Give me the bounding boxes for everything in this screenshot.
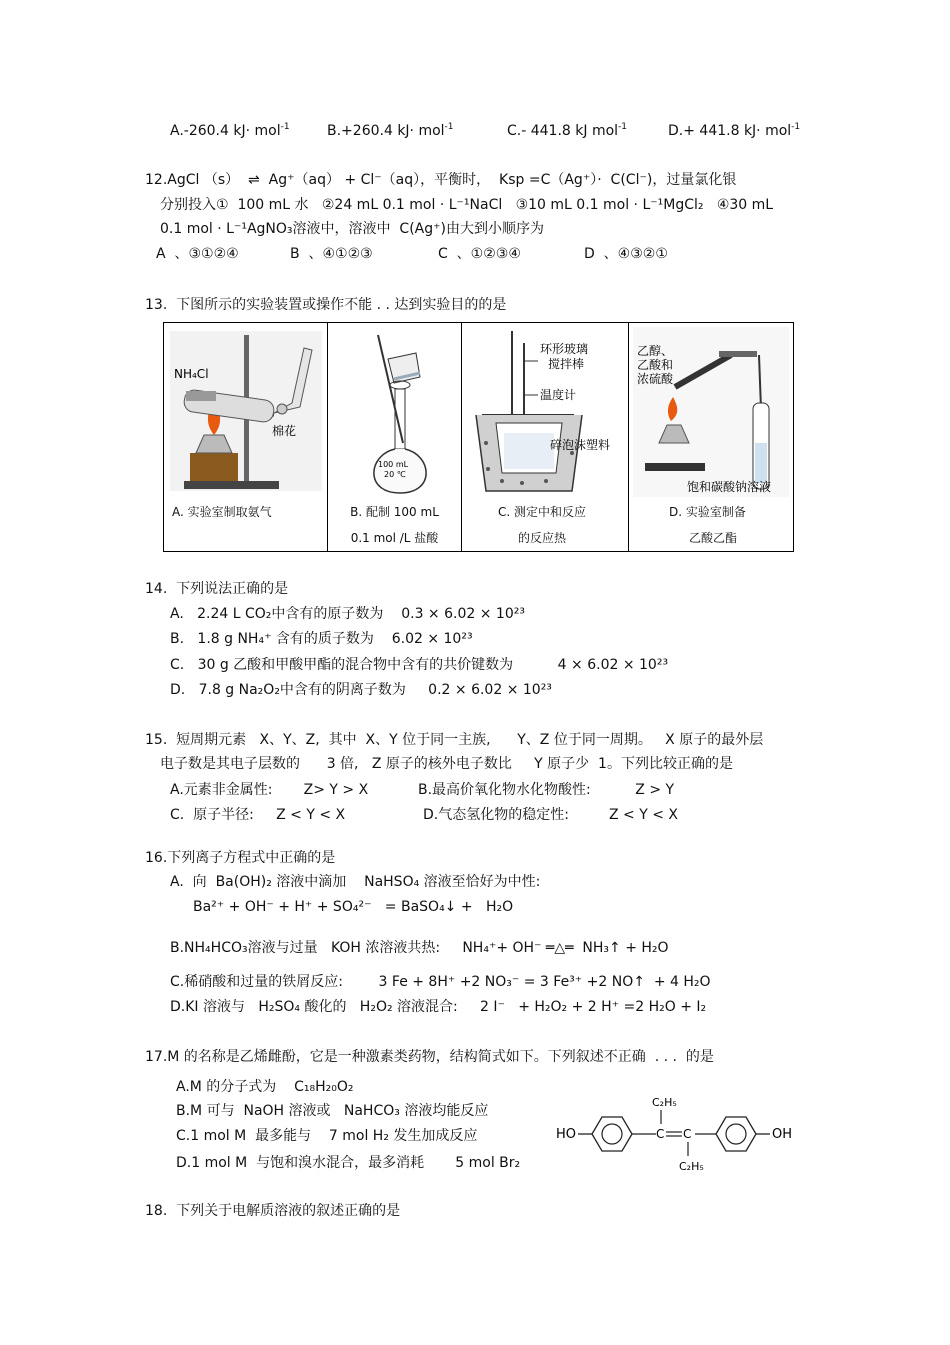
- reagent-label-3: 浓硫酸: [637, 372, 674, 386]
- caption-c-line-1: C. 测定中和反应: [498, 505, 587, 519]
- diethylstilbestrol-structure: [552, 1090, 812, 1174]
- stirrer-label-2: 搅拌棒: [548, 357, 585, 371]
- q16-option-d: D.KI 溶液与 H₂SO₄ 酸化的 H₂O₂ 溶液混合: 2 I⁻ + H₂O₂ + 2 H⁺ =2 H₂O + I₂: [170, 999, 707, 1015]
- q12-line-2: 分别投入① 100 mL 水 ②24 mL 0.1 mol · L⁻¹NaCl ③10 mL 0.1 mol · L⁻¹MgCl₂ ④30 mL: [160, 197, 774, 213]
- q16-option-a-line-1: A. 向 Ba(OH)₂ 溶液中滴加 NaHSO₄ 溶液至恰好为中性:: [170, 874, 541, 890]
- q18-stem: 18. 下列关于电解质溶液的叙述正确的是: [145, 1203, 401, 1219]
- exp-cell-a: [164, 323, 328, 552]
- q11-option-b: B.+260.4 kJ· mol$^{-1}$: [327, 122, 454, 139]
- q17-option-d: D.1 mol M 与饱和溴水混合，最多消耗 5 mol Br₂: [176, 1155, 521, 1171]
- caption-c-line-2: 的反应热: [518, 531, 567, 545]
- reagent-label-1: 乙醇、: [637, 344, 674, 358]
- q14-option-b: B. 1.8 g NH₄⁺ 含有的质子数为 6.02 × 10²³: [170, 631, 473, 647]
- q15-line-1: 15. 短周期元素 X、Y、Z, 其中 X、Y 位于同一主族, Y、Z 位于同一周期。 X 原子的最外层: [145, 732, 764, 748]
- q15-option-a: A.元素非金属性: Z> Y > X: [170, 782, 369, 798]
- cotton-label: 棉花: [272, 424, 297, 438]
- exp-cell-b: [328, 323, 462, 552]
- q17-option-a: A.M 的分子式为 C₁₈H₂₀O₂: [176, 1079, 354, 1095]
- q11-option-a: A.-260.4 kJ· mol$^{-1}$: [170, 122, 290, 139]
- q14-option-d: D. 7.8 g Na₂O₂中含有的阴离子数为 0.2 × 6.02 × 10²³: [170, 682, 552, 698]
- q12-option-d: D 、④③②①: [584, 246, 668, 262]
- q12-line-3: 0.1 mol · L⁻¹AgNO₃溶液中，溶液中 C(Ag⁺)由大到小顺序为: [160, 221, 544, 237]
- ethyl-label-1: C₂H₅: [652, 1096, 677, 1109]
- q15-option-c: C. 原子半径: Z < Y < X: [170, 807, 346, 823]
- stirrer-label-1: 环形玻璃: [540, 342, 589, 356]
- caption-d-line-2: 乙酸乙酯: [689, 531, 738, 545]
- caption-d-line-1: D. 实验室制备: [669, 505, 746, 519]
- q16-option-b: B.NH₄HCO₃溶液与过量 KOH 浓溶液共热: NH₄⁺+ OH⁻ ═△═ NH₃↑ + H₂O: [170, 940, 669, 956]
- q12-line-1: 12.AgCl （s） ⇌ Ag⁺（aq） + Cl⁻（aq），平衡时， Ksp =C（Ag⁺）· C(Cl⁻)，过量氯化银: [145, 172, 737, 188]
- q15-option-b: B.最高价氧化物水化物酸性: Z > Y: [418, 782, 675, 798]
- thermometer-label: 温度计: [540, 388, 577, 402]
- reagent-label-2: 乙酸和: [637, 358, 674, 372]
- q11-option-c: C.- 441.8 kJ mol$^{-1}$: [507, 122, 628, 139]
- ester-apparatus-illustration: [629, 323, 793, 499]
- q13-stem: 13. 下图所示的实验装置或操作不能 . . 达到实验目的的是: [145, 297, 507, 313]
- oh-label: OH: [772, 1127, 793, 1142]
- q11-option-d: D.+ 441.8 kJ· mol$^{-1}$: [668, 122, 801, 139]
- q16-option-c: C.稀硝酸和过量的铁屑反应: 3 Fe + 8H⁺ +2 NO₃⁻ = 3 Fe³⁺ +2 NO↑ + 4 H₂O: [170, 974, 711, 990]
- q15-option-d: D.气态氢化物的稳定性: Z < Y < X: [423, 807, 678, 823]
- saturated-solution-label: 饱和碳酸钠溶液: [687, 480, 772, 494]
- q12-option-b: B 、④①②③: [290, 246, 373, 262]
- exp-cell-c: [462, 323, 629, 552]
- caption-b-line-2: 0.1 mol /L 盐酸: [350, 531, 439, 545]
- alkene-carbon-2: C: [683, 1127, 692, 1141]
- ammonia-apparatus-illustration: [164, 323, 327, 499]
- flask-volume-label: 100 mL: [378, 460, 409, 469]
- nh4cl-label: NH₄Cl: [174, 367, 209, 381]
- q17-stem: 17.M 的名称是乙烯雌酚，它是一种激素类药物，结构简式如下。下列叙述不正确 . . . 的是: [145, 1049, 714, 1065]
- q14-option-c: C. 30 g 乙酸和甲酸甲酯的混合物中含有的共价键数为 4 × 6.02 × 10²³: [170, 657, 669, 673]
- q12-option-a: A 、③①②④: [156, 246, 239, 262]
- q17-option-c: C.1 mol M 最多能与 7 mol H₂ 发生加成反应: [176, 1128, 478, 1144]
- q14-stem: 14. 下列说法正确的是: [145, 581, 289, 597]
- q16-stem: 16.下列离子方程式中正确的是: [145, 850, 336, 866]
- experiment-table: [163, 322, 794, 552]
- volumetric-flask-illustration: [328, 323, 461, 499]
- q17-option-b: B.M 可与 NaOH 溶液或 NaHCO₃ 溶液均能反应: [176, 1103, 489, 1119]
- foam-label: 碎泡沫塑料: [550, 438, 611, 452]
- calorimeter-illustration: [462, 323, 628, 499]
- q15-line-2: 电子数是其电子层数的 3 倍, Z 原子的核外电子数比 Y 原子少 1。下列比较正确的是: [160, 756, 733, 772]
- ethyl-label-2: C₂H₅: [679, 1160, 704, 1173]
- flask-temp-label: 20 ℃: [384, 470, 406, 479]
- exp-cell-d: [629, 323, 794, 552]
- ho-label: HO: [556, 1127, 577, 1142]
- caption-b-line-1: B. 配制 100 mL: [350, 505, 439, 519]
- q12-option-c: C 、①②③④: [438, 246, 521, 262]
- q14-option-a: A. 2.24 L CO₂中含有的原子数为 0.3 × 6.02 × 10²³: [170, 606, 525, 622]
- alkene-carbon-1: C: [656, 1127, 665, 1141]
- caption-a-line-1: A. 实验室制取氨气: [172, 505, 272, 519]
- q16-option-a-line-2: Ba²⁺ + OH⁻ + H⁺ + SO₄²⁻ = BaSO₄↓ + H₂O: [193, 899, 514, 915]
